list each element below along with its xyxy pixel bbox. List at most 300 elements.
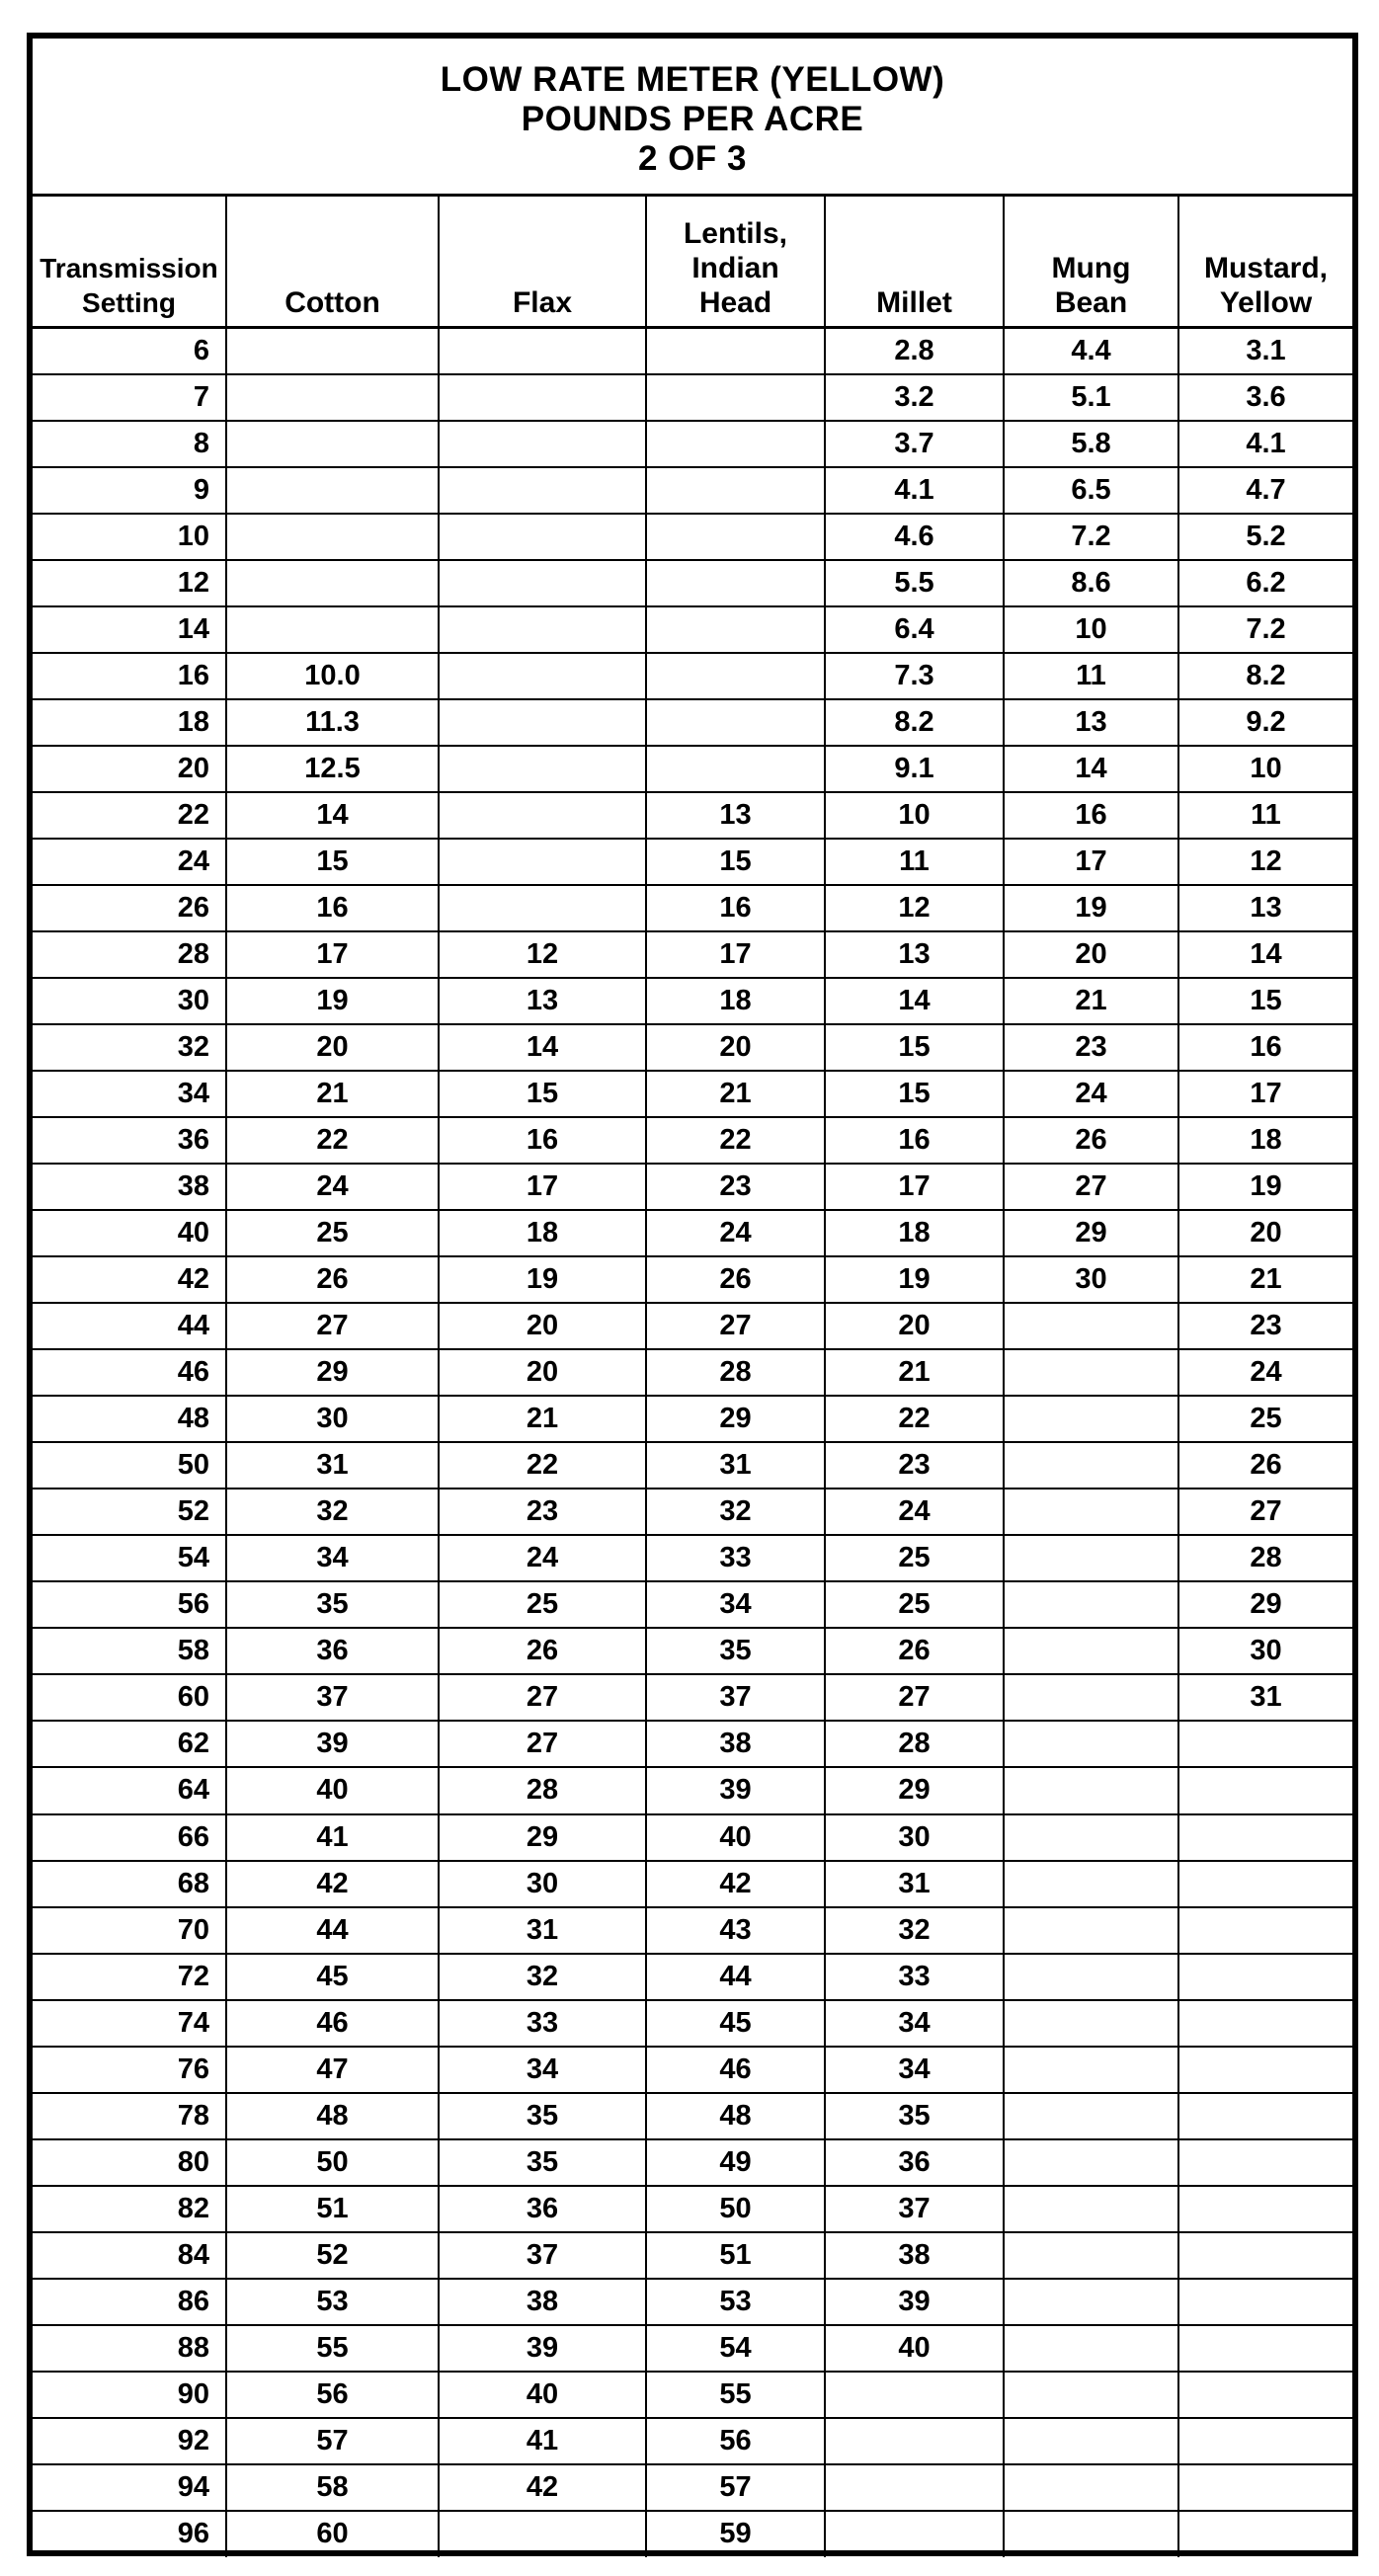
cell-millet: 39	[825, 2279, 1004, 2325]
cell-flax	[439, 467, 646, 514]
cell-transmission-setting: 22	[33, 792, 226, 839]
cell-mustard-yellow	[1178, 2372, 1352, 2418]
cell-lentils-indian-head: 50	[646, 2186, 825, 2232]
cell-transmission-setting: 58	[33, 1628, 226, 1674]
cell-transmission-setting: 7	[33, 374, 226, 421]
table-row	[33, 560, 1352, 606]
cell-millet: 19	[825, 1256, 1004, 1303]
cell-mustard-yellow: 11	[1178, 792, 1352, 839]
table-row	[33, 1210, 1352, 1256]
cell-mustard-yellow: 29	[1178, 1581, 1352, 1628]
cell-lentils-indian-head: 49	[646, 2139, 825, 2186]
cell-mustard-yellow: 23	[1178, 1303, 1352, 1349]
cell-flax	[439, 699, 646, 746]
cell-cotton: 31	[226, 1442, 439, 1489]
cell-mung-bean	[1004, 2186, 1178, 2232]
cell-lentils-indian-head: 38	[646, 1721, 825, 1767]
cell-mung-bean	[1004, 1861, 1178, 1907]
table-row	[33, 2047, 1352, 2093]
cell-transmission-setting: 96	[33, 2511, 226, 2557]
cell-mung-bean	[1004, 1767, 1178, 1813]
table-row	[33, 514, 1352, 560]
cell-lentils-indian-head: 29	[646, 1396, 825, 1442]
cell-lentils-indian-head: 44	[646, 1954, 825, 2000]
cell-transmission-setting: 54	[33, 1535, 226, 1581]
table-row	[33, 1581, 1352, 1628]
table-row	[33, 1489, 1352, 1535]
table-row	[33, 2325, 1352, 2372]
header-flax: Flax	[439, 197, 646, 328]
cell-mustard-yellow	[1178, 1814, 1352, 1861]
cell-transmission-setting: 70	[33, 1907, 226, 1954]
cell-transmission-setting: 72	[33, 1954, 226, 2000]
cell-transmission-setting: 46	[33, 1349, 226, 1396]
cell-mung-bean	[1004, 1303, 1178, 1349]
table-row	[33, 1861, 1352, 1907]
cell-mung-bean: 30	[1004, 1256, 1178, 1303]
cell-transmission-setting: 8	[33, 421, 226, 467]
cell-mung-bean	[1004, 1396, 1178, 1442]
cell-cotton: 48	[226, 2093, 439, 2139]
cell-lentils-indian-head: 56	[646, 2418, 825, 2464]
cell-millet: 11	[825, 839, 1004, 885]
cell-transmission-setting: 40	[33, 1210, 226, 1256]
cell-mustard-yellow	[1178, 2418, 1352, 2464]
cell-millet: 22	[825, 1396, 1004, 1442]
cell-mustard-yellow: 26	[1178, 1442, 1352, 1489]
cell-millet: 4.1	[825, 467, 1004, 514]
cell-flax: 18	[439, 1210, 646, 1256]
cell-millet: 31	[825, 1861, 1004, 1907]
header-cotton: Cotton	[226, 197, 439, 328]
cell-cotton: 36	[226, 1628, 439, 1674]
cell-millet: 7.3	[825, 653, 1004, 699]
cell-flax: 39	[439, 2325, 646, 2372]
cell-cotton: 41	[226, 1814, 439, 1861]
cell-transmission-setting: 66	[33, 1814, 226, 1861]
cell-cotton: 19	[226, 978, 439, 1024]
cell-millet: 4.6	[825, 514, 1004, 560]
table-body	[33, 328, 1352, 2558]
cell-lentils-indian-head	[646, 514, 825, 560]
cell-mustard-yellow	[1178, 2279, 1352, 2325]
table-row	[33, 2279, 1352, 2325]
cell-mustard-yellow	[1178, 2511, 1352, 2557]
cell-flax: 33	[439, 2000, 646, 2047]
cell-mung-bean: 29	[1004, 1210, 1178, 1256]
table-row	[33, 1721, 1352, 1767]
table-row	[33, 1117, 1352, 1164]
cell-lentils-indian-head: 54	[646, 2325, 825, 2372]
cell-millet: 16	[825, 1117, 1004, 1164]
header-mung-bean: Mung Bean	[1004, 197, 1178, 328]
cell-transmission-setting: 26	[33, 885, 226, 931]
cell-cotton: 34	[226, 1535, 439, 1581]
cell-mustard-yellow: 28	[1178, 1535, 1352, 1581]
cell-flax: 41	[439, 2418, 646, 2464]
cell-transmission-setting: 20	[33, 746, 226, 792]
cell-lentils-indian-head: 45	[646, 2000, 825, 2047]
cell-cotton	[226, 374, 439, 421]
cell-transmission-setting: 30	[33, 978, 226, 1024]
cell-cotton: 35	[226, 1581, 439, 1628]
cell-transmission-setting: 74	[33, 2000, 226, 2047]
cell-mung-bean	[1004, 1907, 1178, 1954]
cell-mustard-yellow	[1178, 1721, 1352, 1767]
cell-cotton	[226, 560, 439, 606]
cell-cotton	[226, 421, 439, 467]
cell-flax: 20	[439, 1303, 646, 1349]
cell-lentils-indian-head: 27	[646, 1303, 825, 1349]
cell-transmission-setting: 80	[33, 2139, 226, 2186]
cell-cotton	[226, 606, 439, 653]
cell-cotton: 50	[226, 2139, 439, 2186]
cell-transmission-setting: 94	[33, 2464, 226, 2511]
table-row	[33, 467, 1352, 514]
cell-millet: 12	[825, 885, 1004, 931]
cell-mung-bean: 17	[1004, 839, 1178, 885]
cell-transmission-setting: 62	[33, 1721, 226, 1767]
cell-mustard-yellow: 9.2	[1178, 699, 1352, 746]
cell-transmission-setting: 10	[33, 514, 226, 560]
cell-millet: 17	[825, 1164, 1004, 1210]
cell-cotton	[226, 328, 439, 374]
cell-mustard-yellow	[1178, 2464, 1352, 2511]
cell-cotton: 47	[226, 2047, 439, 2093]
table-row	[33, 653, 1352, 699]
table-row	[33, 978, 1352, 1024]
table-row	[33, 792, 1352, 839]
cell-mung-bean	[1004, 2372, 1178, 2418]
cell-transmission-setting: 42	[33, 1256, 226, 1303]
cell-lentils-indian-head: 43	[646, 1907, 825, 1954]
table-row	[33, 2093, 1352, 2139]
cell-flax: 27	[439, 1674, 646, 1721]
cell-mung-bean: 5.1	[1004, 374, 1178, 421]
cell-cotton: 15	[226, 839, 439, 885]
cell-flax: 36	[439, 2186, 646, 2232]
cell-lentils-indian-head: 39	[646, 1767, 825, 1813]
cell-mung-bean: 6.5	[1004, 467, 1178, 514]
cell-mustard-yellow	[1178, 1907, 1352, 1954]
cell-cotton: 20	[226, 1024, 439, 1071]
table-row	[33, 2418, 1352, 2464]
table-row	[33, 839, 1352, 885]
cell-flax: 13	[439, 978, 646, 1024]
cell-millet: 37	[825, 2186, 1004, 2232]
cell-mung-bean: 23	[1004, 1024, 1178, 1071]
cell-mustard-yellow: 27	[1178, 1489, 1352, 1535]
cell-transmission-setting: 12	[33, 560, 226, 606]
cell-mung-bean: 11	[1004, 653, 1178, 699]
cell-mung-bean	[1004, 1721, 1178, 1767]
cell-millet: 2.8	[825, 328, 1004, 374]
cell-cotton: 32	[226, 1489, 439, 1535]
cell-flax	[439, 746, 646, 792]
cell-flax: 24	[439, 1535, 646, 1581]
cell-lentils-indian-head: 31	[646, 1442, 825, 1489]
cell-flax: 34	[439, 2047, 646, 2093]
cell-lentils-indian-head	[646, 653, 825, 699]
table-row	[33, 2232, 1352, 2279]
cell-millet: 18	[825, 1210, 1004, 1256]
cell-flax	[439, 885, 646, 931]
cell-cotton: 53	[226, 2279, 439, 2325]
cell-cotton: 40	[226, 1767, 439, 1813]
cell-flax: 17	[439, 1164, 646, 1210]
cell-flax: 27	[439, 1721, 646, 1767]
cell-mung-bean	[1004, 2047, 1178, 2093]
cell-millet: 34	[825, 2047, 1004, 2093]
cell-flax: 22	[439, 1442, 646, 1489]
cell-mung-bean	[1004, 2093, 1178, 2139]
cell-transmission-setting: 86	[33, 2279, 226, 2325]
cell-flax: 26	[439, 1628, 646, 1674]
cell-mung-bean	[1004, 1581, 1178, 1628]
cell-mustard-yellow: 3.1	[1178, 328, 1352, 374]
cell-flax: 42	[439, 2464, 646, 2511]
cell-mustard-yellow: 3.6	[1178, 374, 1352, 421]
cell-mung-bean	[1004, 2511, 1178, 2557]
header-transmission-setting: Transmission Setting	[33, 197, 226, 328]
cell-millet: 26	[825, 1628, 1004, 1674]
cell-millet: 20	[825, 1303, 1004, 1349]
cell-lentils-indian-head: 53	[646, 2279, 825, 2325]
cell-millet: 14	[825, 978, 1004, 1024]
cell-cotton: 22	[226, 1117, 439, 1164]
cell-mung-bean: 7.2	[1004, 514, 1178, 560]
cell-flax: 35	[439, 2139, 646, 2186]
cell-flax	[439, 792, 646, 839]
cell-lentils-indian-head	[646, 746, 825, 792]
cell-mung-bean: 21	[1004, 978, 1178, 1024]
cell-lentils-indian-head	[646, 560, 825, 606]
cell-millet	[825, 2511, 1004, 2557]
cell-transmission-setting: 32	[33, 1024, 226, 1071]
cell-mung-bean: 16	[1004, 792, 1178, 839]
cell-mung-bean	[1004, 2418, 1178, 2464]
cell-transmission-setting: 36	[33, 1117, 226, 1164]
cell-lentils-indian-head	[646, 699, 825, 746]
cell-cotton: 26	[226, 1256, 439, 1303]
cell-transmission-setting: 64	[33, 1767, 226, 1813]
table-row	[33, 931, 1352, 978]
cell-mustard-yellow	[1178, 2232, 1352, 2279]
seed-rate-chart	[27, 33, 1358, 2556]
cell-lentils-indian-head	[646, 421, 825, 467]
cell-millet: 3.2	[825, 374, 1004, 421]
cell-mustard-yellow: 4.1	[1178, 421, 1352, 467]
cell-mustard-yellow: 8.2	[1178, 653, 1352, 699]
cell-mustard-yellow: 15	[1178, 978, 1352, 1024]
cell-flax: 21	[439, 1396, 646, 1442]
cell-lentils-indian-head: 42	[646, 1861, 825, 1907]
cell-lentils-indian-head: 34	[646, 1581, 825, 1628]
cell-mung-bean: 20	[1004, 931, 1178, 978]
cell-mung-bean	[1004, 1628, 1178, 1674]
cell-cotton: 27	[226, 1303, 439, 1349]
cell-flax	[439, 421, 646, 467]
cell-mung-bean	[1004, 1349, 1178, 1396]
cell-transmission-setting: 52	[33, 1489, 226, 1535]
cell-mung-bean	[1004, 2000, 1178, 2047]
table-row	[33, 1256, 1352, 1303]
cell-millet: 9.1	[825, 746, 1004, 792]
cell-cotton: 24	[226, 1164, 439, 1210]
cell-cotton: 30	[226, 1396, 439, 1442]
table-row	[33, 328, 1352, 374]
table-row	[33, 1674, 1352, 1721]
cell-lentils-indian-head: 48	[646, 2093, 825, 2139]
cell-millet: 15	[825, 1071, 1004, 1117]
table-row	[33, 1303, 1352, 1349]
cell-mung-bean	[1004, 2232, 1178, 2279]
cell-lentils-indian-head: 33	[646, 1535, 825, 1581]
cell-mung-bean	[1004, 1954, 1178, 2000]
cell-mustard-yellow: 5.2	[1178, 514, 1352, 560]
cell-cotton: 57	[226, 2418, 439, 2464]
cell-lentils-indian-head: 13	[646, 792, 825, 839]
cell-lentils-indian-head	[646, 328, 825, 374]
cell-millet: 8.2	[825, 699, 1004, 746]
cell-mung-bean: 5.8	[1004, 421, 1178, 467]
cell-millet: 28	[825, 1721, 1004, 1767]
cell-millet: 34	[825, 2000, 1004, 2047]
cell-millet	[825, 2418, 1004, 2464]
cell-flax	[439, 839, 646, 885]
cell-cotton: 14	[226, 792, 439, 839]
cell-flax: 28	[439, 1767, 646, 1813]
table-header-row	[33, 197, 1352, 328]
table-row	[33, 2372, 1352, 2418]
cell-lentils-indian-head: 24	[646, 1210, 825, 1256]
cell-lentils-indian-head: 51	[646, 2232, 825, 2279]
cell-lentils-indian-head	[646, 374, 825, 421]
cell-flax: 15	[439, 1071, 646, 1117]
cell-mung-bean: 19	[1004, 885, 1178, 931]
cell-mustard-yellow: 19	[1178, 1164, 1352, 1210]
cell-cotton: 37	[226, 1674, 439, 1721]
cell-mustard-yellow	[1178, 2139, 1352, 2186]
chart-subtitle: POUNDS PER ACRE	[521, 100, 864, 138]
table-row	[33, 746, 1352, 792]
cell-mung-bean: 14	[1004, 746, 1178, 792]
table-row	[33, 421, 1352, 467]
chart-page-indicator: 2 OF 3	[638, 139, 747, 178]
cell-flax: 25	[439, 1581, 646, 1628]
table-row	[33, 1907, 1352, 1954]
cell-flax: 29	[439, 1814, 646, 1861]
cell-flax: 19	[439, 1256, 646, 1303]
cell-cotton: 52	[226, 2232, 439, 2279]
cell-cotton	[226, 514, 439, 560]
cell-cotton: 55	[226, 2325, 439, 2372]
cell-mustard-yellow: 21	[1178, 1256, 1352, 1303]
chart-title-block	[33, 39, 1352, 197]
table-row	[33, 1349, 1352, 1396]
cell-millet: 5.5	[825, 560, 1004, 606]
table-row	[33, 2511, 1352, 2557]
cell-mustard-yellow: 13	[1178, 885, 1352, 931]
cell-mustard-yellow	[1178, 2325, 1352, 2372]
seeding-rate-table	[33, 197, 1352, 2557]
cell-mustard-yellow: 18	[1178, 1117, 1352, 1164]
cell-cotton: 42	[226, 1861, 439, 1907]
header-millet: Millet	[825, 197, 1004, 328]
cell-mustard-yellow: 25	[1178, 1396, 1352, 1442]
cell-millet: 30	[825, 1814, 1004, 1861]
cell-transmission-setting: 38	[33, 1164, 226, 1210]
cell-lentils-indian-head: 15	[646, 839, 825, 885]
cell-cotton: 17	[226, 931, 439, 978]
chart-title: LOW RATE METER (YELLOW)	[440, 60, 945, 99]
cell-mustard-yellow: 14	[1178, 931, 1352, 978]
cell-lentils-indian-head: 37	[646, 1674, 825, 1721]
cell-lentils-indian-head: 59	[646, 2511, 825, 2557]
cell-cotton: 46	[226, 2000, 439, 2047]
cell-transmission-setting: 44	[33, 1303, 226, 1349]
table-row	[33, 2139, 1352, 2186]
cell-mung-bean	[1004, 2279, 1178, 2325]
cell-mustard-yellow: 12	[1178, 839, 1352, 885]
cell-transmission-setting: 18	[33, 699, 226, 746]
table-row	[33, 1814, 1352, 1861]
cell-cotton: 21	[226, 1071, 439, 1117]
cell-lentils-indian-head: 40	[646, 1814, 825, 1861]
cell-millet: 10	[825, 792, 1004, 839]
cell-mung-bean	[1004, 1442, 1178, 1489]
table-row	[33, 2186, 1352, 2232]
cell-mustard-yellow: 6.2	[1178, 560, 1352, 606]
cell-mustard-yellow	[1178, 2093, 1352, 2139]
cell-transmission-setting: 90	[33, 2372, 226, 2418]
cell-flax: 35	[439, 2093, 646, 2139]
cell-transmission-setting: 60	[33, 1674, 226, 1721]
cell-mustard-yellow	[1178, 2186, 1352, 2232]
cell-transmission-setting: 50	[33, 1442, 226, 1489]
cell-cotton	[226, 467, 439, 514]
cell-transmission-setting: 76	[33, 2047, 226, 2093]
cell-mustard-yellow	[1178, 1954, 1352, 2000]
cell-cotton: 45	[226, 1954, 439, 2000]
cell-mung-bean: 8.6	[1004, 560, 1178, 606]
cell-millet: 27	[825, 1674, 1004, 1721]
cell-mustard-yellow: 31	[1178, 1674, 1352, 1721]
cell-millet: 38	[825, 2232, 1004, 2279]
cell-transmission-setting: 84	[33, 2232, 226, 2279]
cell-lentils-indian-head: 20	[646, 1024, 825, 1071]
cell-cotton: 29	[226, 1349, 439, 1396]
cell-transmission-setting: 24	[33, 839, 226, 885]
cell-mustard-yellow: 16	[1178, 1024, 1352, 1071]
cell-transmission-setting: 14	[33, 606, 226, 653]
cell-transmission-setting: 78	[33, 2093, 226, 2139]
cell-lentils-indian-head: 17	[646, 931, 825, 978]
cell-cotton: 56	[226, 2372, 439, 2418]
cell-mung-bean	[1004, 2139, 1178, 2186]
cell-lentils-indian-head	[646, 606, 825, 653]
cell-mustard-yellow: 10	[1178, 746, 1352, 792]
cell-flax: 31	[439, 1907, 646, 1954]
cell-millet: 24	[825, 1489, 1004, 1535]
cell-mung-bean	[1004, 1814, 1178, 1861]
table-row	[33, 699, 1352, 746]
cell-flax: 37	[439, 2232, 646, 2279]
cell-millet: 6.4	[825, 606, 1004, 653]
cell-transmission-setting: 34	[33, 1071, 226, 1117]
cell-lentils-indian-head: 21	[646, 1071, 825, 1117]
cell-transmission-setting: 82	[33, 2186, 226, 2232]
